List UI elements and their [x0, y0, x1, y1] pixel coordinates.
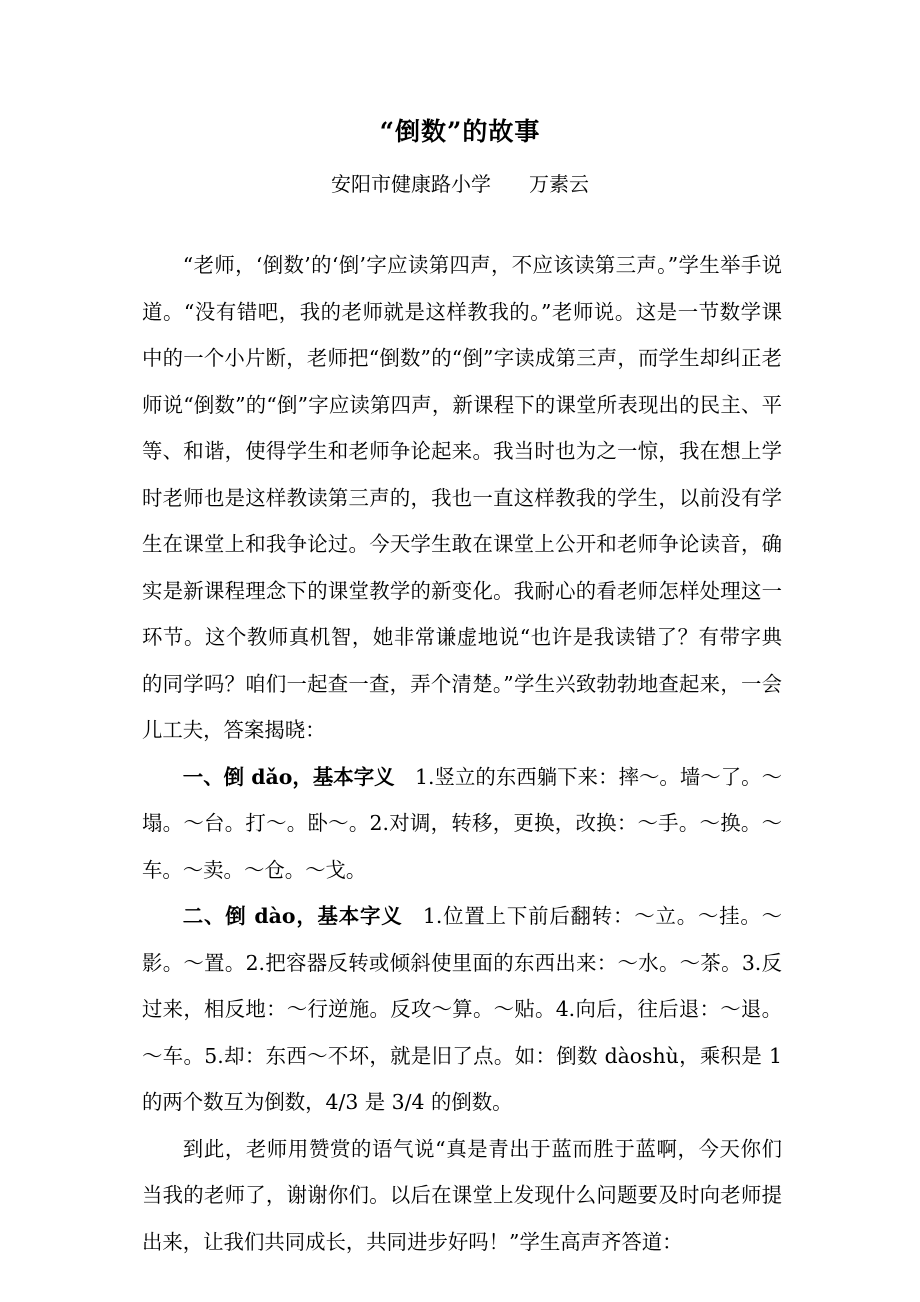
- author-school: 安阳市健康路小学: [331, 172, 491, 196]
- paragraph-1: “老师，‘倒数’的‘倒’字应读第四声，不应该读第三声。”学生举手说道。“没有错吧，我的老师就是这样教我的。”老师说。这是一节数学课中的一个小片断，老师把“倒数”的“倒”字读成第三声，而学生却纠正老师说“倒数”的“倒”字应读第四声，新课程下的课堂所表现出的民主、平等、和谐，使得学生和老师争论起来。我当时也为之一惊，我在想上学时老师也是这样教读第三声的，我也一直这样教我的学生，以前没有学生在课堂上和我争论过。今天学生敢在课堂上公开和老师争论读音，确实是新课程理念下的课堂教学的新变化。我耐心的看老师怎样处理这一环节。这个教师真机智，她非常谦虚地说“也许是我读错了？有带字典的同学吗？咱们一起查一查，弄个清楚。”学生兴致勃勃地查起来，一会儿工夫，答案揭晓：: [142, 253, 782, 742]
- paragraph-3-text: 1.位置上下前后翻转：～立。～挂。～影。～置。2.把容器反转或倾斜使里面的东西出来：～水。～茶。3.反过来，相反地：～行逆施。反攻～算。～贴。4.向后，往后退：～退。～车。5.却：东西～不坏，就是旧了点。如：倒数 dàoshù，乘积是 1 的两个数互为倒数，4/3 是 3/4 的倒数。: [142, 904, 783, 1114]
- paragraph-3: [142, 893, 782, 1126]
- paragraph-2-heading: 一、倒 dǎo，基本字义: [182, 764, 395, 789]
- paragraph-2-text: 1.竖立的东西躺下来：摔～。墙～了。～塌。～台。打～。卧～。2.对调，转移，更换，改换：～手。～换。～车。～卖。～仓。～戈。: [142, 764, 783, 882]
- author-name: 万素云: [529, 172, 589, 196]
- document-body: [142, 242, 782, 1265]
- paragraph-4: 到此，老师用赞赏的语气说“真是青出于蓝而胜于蓝啊，今天你们当我的老师了，谢谢你们。以后在课堂上发现什么问题要及时向老师提出来，让我们共同成长，共同进步好吗！”学生高声齐答道：: [142, 1136, 782, 1254]
- paragraph-3-heading: 二、倒 dào，基本字义: [182, 904, 403, 928]
- document-title: “倒数”的故事: [379, 117, 541, 146]
- paragraph-2: [142, 754, 782, 894]
- author-line: [0, 166, 920, 202]
